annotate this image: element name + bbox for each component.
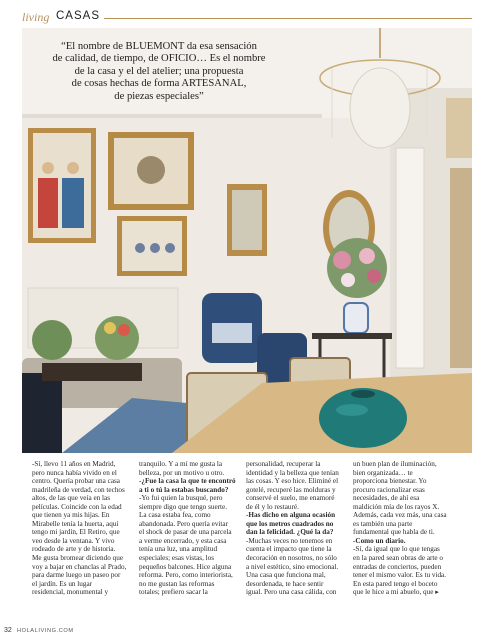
article-line: de él y lo restauré. [246, 502, 299, 511]
article-line: las cosas. Y eso hice. Eliminé el [246, 477, 339, 486]
article-line: reforma. Pero, como interiorista, [139, 571, 233, 580]
pull-quote-line: de la casa y el del atelier; una propuesta [74, 65, 244, 77]
article-line: especiales; esas vistas, los [139, 554, 215, 563]
article-line: entradas de conciertos, pueden [353, 562, 442, 571]
article-line: -Yo fui quien la busqué, pero [139, 494, 223, 503]
article-line: -Sí, llevo 11 años en Madrid, [32, 460, 116, 468]
article-line: es también una parte [353, 519, 413, 528]
article-line: tengo mi jardín, El Retiro, que [32, 528, 120, 537]
article-line: altos, de las que veía en las [32, 494, 111, 503]
article-line: tenía una luz, una amplitud [139, 545, 218, 554]
website-url: HOLALIVING.COM [17, 627, 74, 634]
article-column-3 [246, 460, 346, 597]
article-line: siempre digo que tengo suerte. [139, 502, 228, 511]
article-line: el shock de pasar de una parcela [139, 528, 232, 537]
article-line: decoración en nosotros, no sólo [246, 554, 337, 563]
page-number: 32 [4, 627, 12, 634]
pull-quote-line: de calidad, de tiempo, de OFICIO… Es el nombre [52, 53, 266, 65]
article-column-1 [32, 460, 132, 597]
article-line: identidad y la belleza que tenían [246, 468, 339, 477]
article-line: un buen plan de iluminación, [353, 460, 437, 468]
article-line: -Has dicho en alguna ocasión [246, 511, 336, 520]
article-line: para darme luego un paseo por [32, 571, 121, 580]
article-body [32, 460, 462, 622]
article-line: que los metros cuadrados no [246, 519, 334, 528]
article-line: veo desde la ventana. Y vivo [32, 536, 115, 545]
article-line: Me gusta bromear diciendo que [32, 554, 124, 563]
article-line: que le hice a mi abuelo, que ▸ [353, 588, 439, 597]
pull-quote [30, 41, 288, 103]
article-line: tranquilo. Y a mí me gusta la [139, 460, 223, 468]
article-line: el jardín. Es un lugar [32, 579, 93, 588]
article-line: en la pared sean obras de arte o [353, 554, 443, 563]
section-label: living [22, 10, 50, 24]
article-column-2 [139, 460, 239, 597]
article-line: no me gustan las reformas [139, 579, 215, 588]
article-line: tener el mismo valor. Es tu vida. [353, 571, 447, 580]
article-line: totales; prefiero sacar la [139, 588, 208, 597]
article-line: desordenada, te hace sentir [246, 579, 324, 588]
article-line: proporciona bienestar. Yo [353, 477, 427, 486]
article-line: personalidad, recuperar la [246, 460, 321, 468]
article-line: películas. Coincide con la edad [32, 502, 122, 511]
article-line: centro. Quería probar una casa [32, 477, 121, 486]
article-line: que tienen ya mis hijas. En [32, 511, 110, 520]
header-rule [104, 18, 472, 19]
article-line: fundamental que habla de ti. [353, 528, 435, 537]
article-line: voy a bajar en chanclas al Prado, [32, 562, 127, 571]
article-line: a verme encerrado, y esta casa [139, 536, 227, 545]
article-line: pero nunca había vivido en el [32, 468, 117, 477]
subsection-label: CASAS [56, 10, 100, 22]
article-line: La casa estaba fea, como [139, 511, 211, 520]
article-line: Además, cada vez más, una casa [353, 511, 447, 520]
page-footer [4, 627, 124, 637]
article-line: belleza, por un motivo u otro. [139, 468, 225, 477]
article-line: cuenta el impacto que tiene la [246, 545, 332, 554]
article-line: maldición mía de los rayos X. [353, 502, 440, 511]
article-line: abandonada. Pero quería evitar [139, 519, 229, 528]
article-line: residencial, monumental y [32, 588, 109, 597]
article-line: a nivel estético, sino emocional. [246, 562, 339, 571]
article-line: necesidades, de ahí esa [353, 494, 420, 503]
article-line: procuro racionalizar esas [353, 485, 425, 494]
article-line: gotelé, recuperé las molduras y [246, 485, 336, 494]
article-line: dan la felicidad. ¿Qué la da? [246, 528, 334, 537]
article-line: En esta pared tengo el boceto [353, 579, 438, 588]
pull-quote-line: de piezas especiales” [114, 90, 204, 102]
page-header [22, 10, 472, 26]
article-line: igual. Pero una casa cálida, con [246, 588, 337, 597]
article-column-4 [353, 460, 453, 597]
article-line: conservé el suelo, me enamoré [246, 494, 335, 503]
article-line: Una casa que funciona mal, [246, 571, 326, 580]
article-line: madrileña de verdad, con techos [32, 485, 125, 494]
article-line: bien organizada… te [353, 468, 413, 477]
article-line: a ti o tú la estabas buscando? [139, 485, 229, 494]
article-line: -Como un diario. [353, 536, 406, 545]
article-line: Mirabelle tenía la huerta, aquí [32, 519, 119, 528]
article-line: -Muchas veces no tenemos en [246, 536, 333, 545]
article-line: -Sí, da igual que lo que tengas [353, 545, 440, 554]
article-line: -¿Fue la casa la que te encontró [139, 477, 236, 486]
pull-quote-line: “El nombre de BLUEMONT da esa sensación [61, 41, 257, 52]
article-line: rodeado de arte y de historia. [32, 545, 116, 554]
pull-quote-line: de cosas hechas de forma ARTESANAL, [71, 78, 247, 90]
article-line: pequeños balcones. Hice alguna [139, 562, 232, 571]
